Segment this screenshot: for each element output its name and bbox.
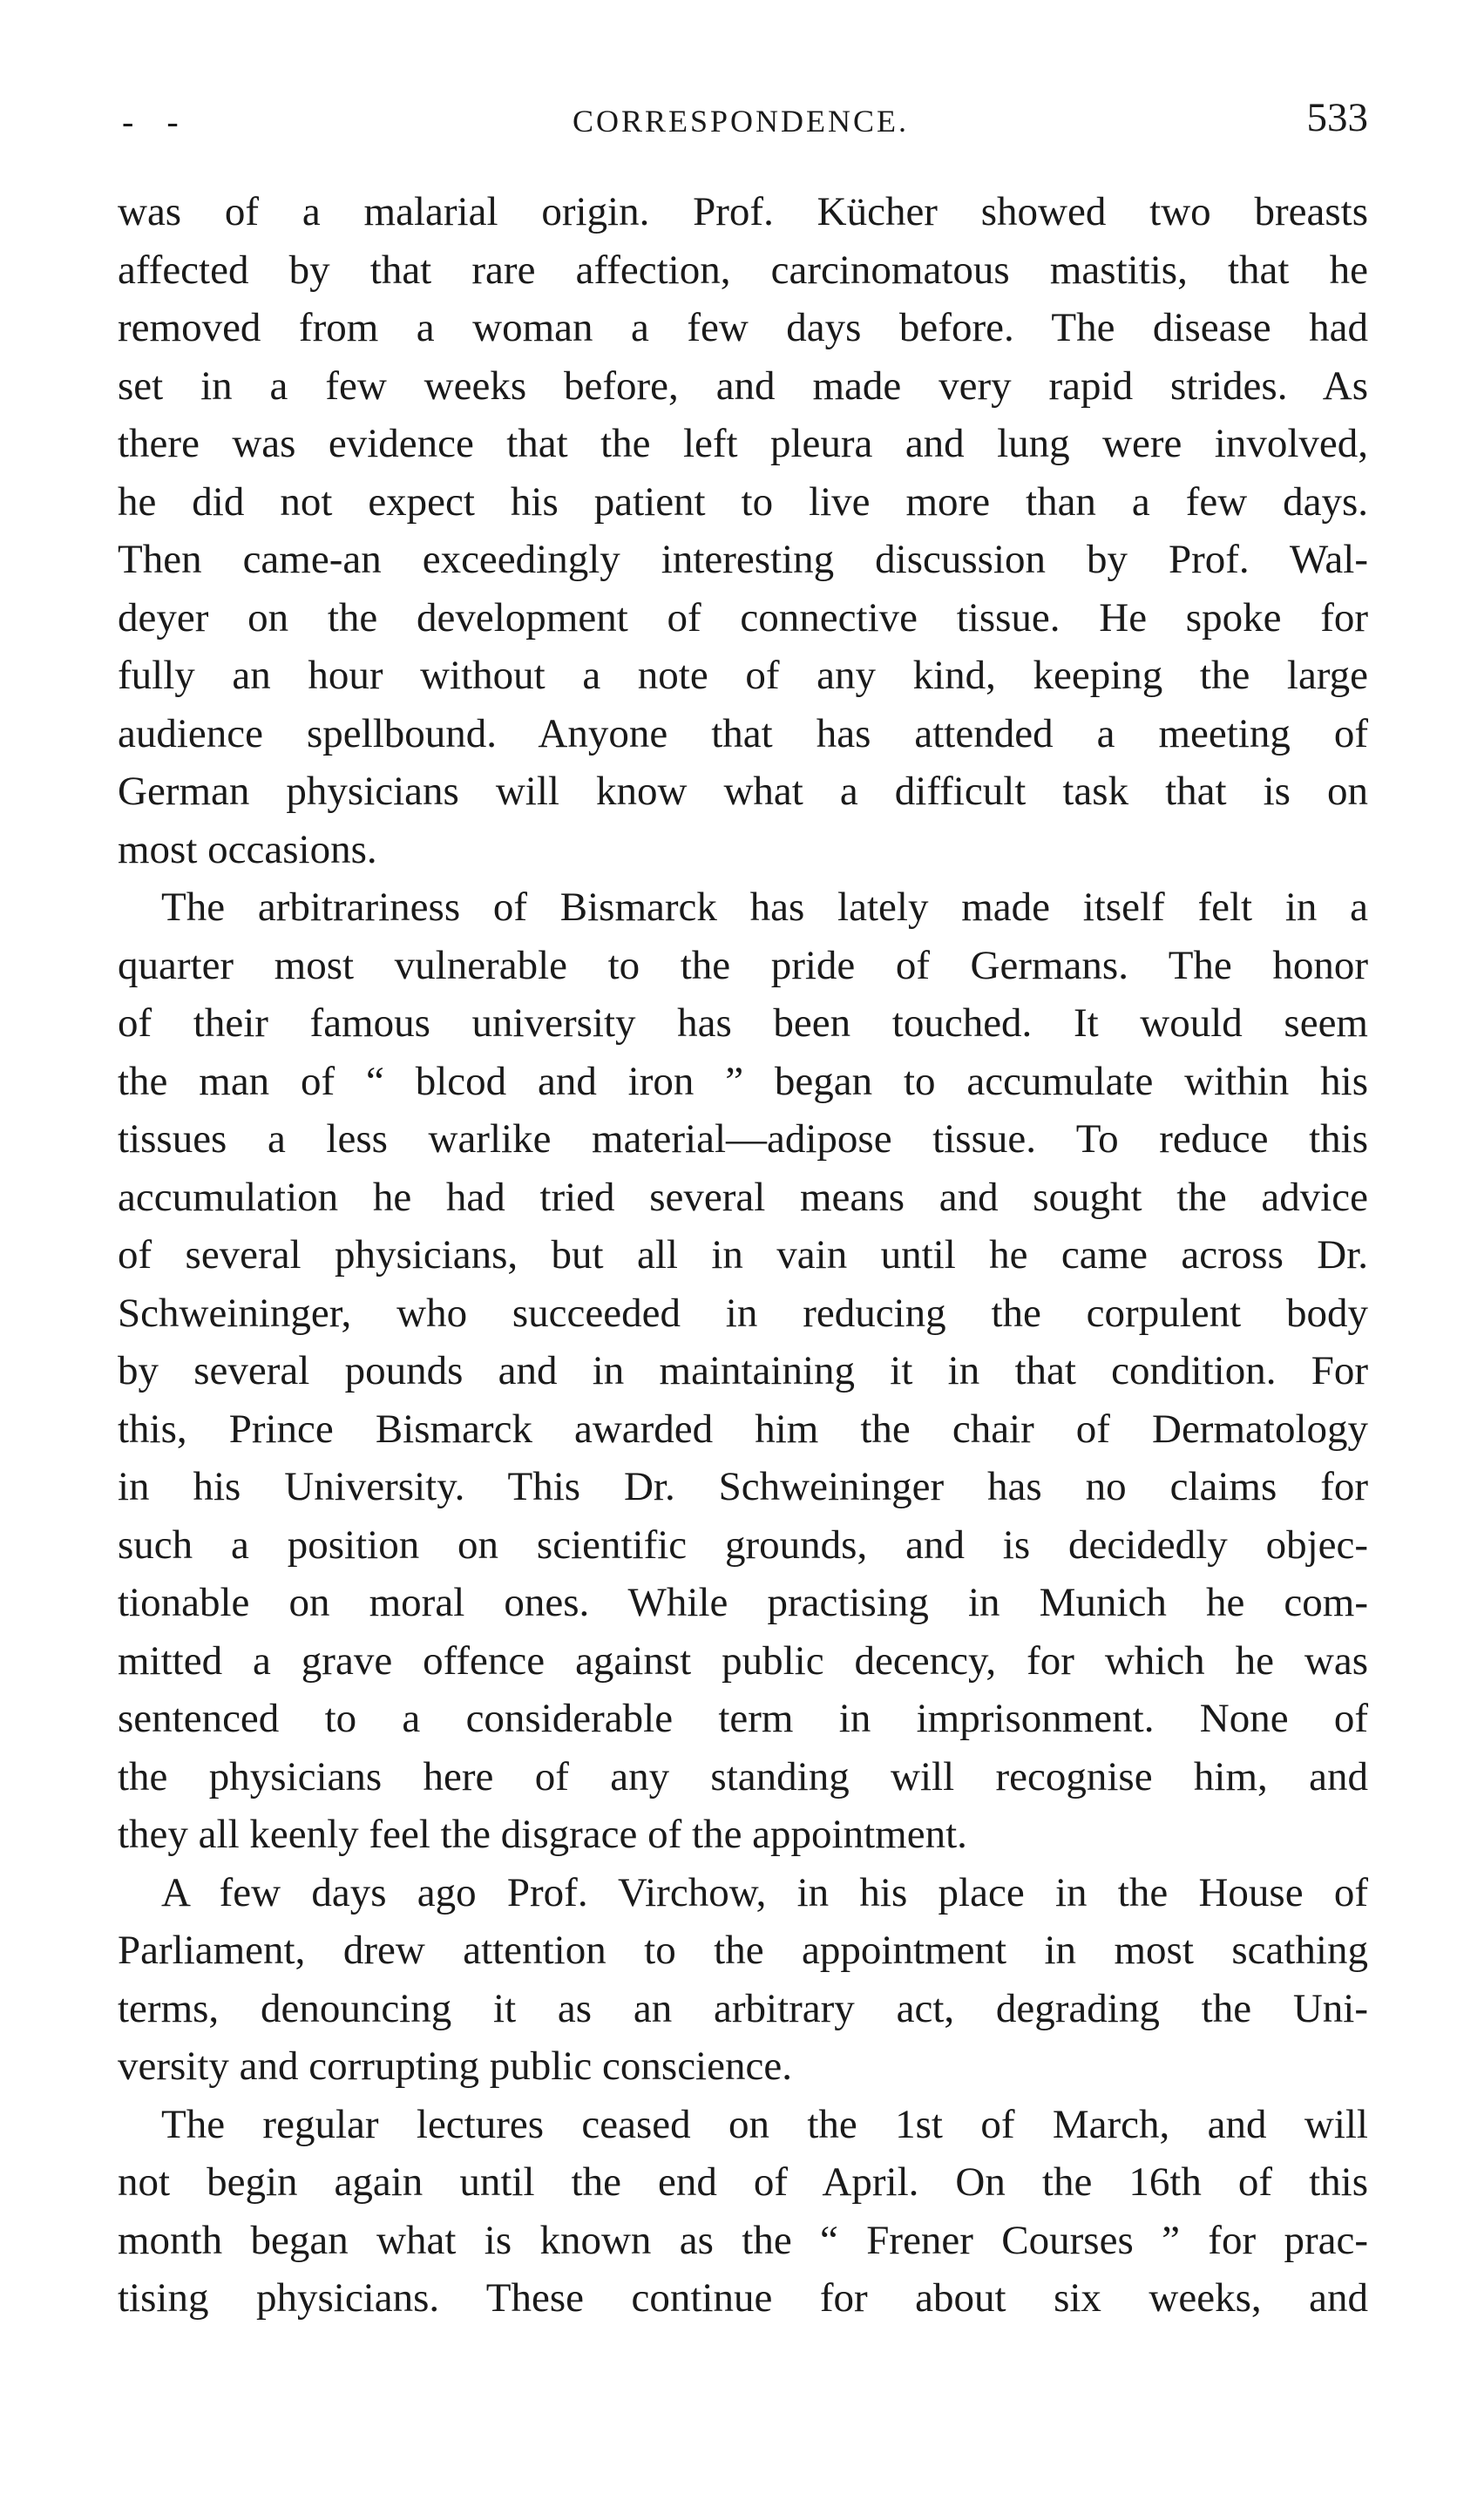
text-line: removed from a woman a few days before. The disease had xyxy=(118,305,1368,350)
text-line: tissues a less warlike material—adipose tissue. To reduce this xyxy=(118,1116,1368,1162)
text-line: was of a malarial origin. Prof. Kücher showed two breasts xyxy=(118,189,1368,234)
text-line: there was evidence that the left pleura and lung were involved, xyxy=(118,421,1368,466)
text-line: set in a few weeks before, and made very rapid strides. As xyxy=(118,363,1368,409)
text-line: The arbitrariness of Bismarck has lately made itself felt in a xyxy=(161,884,1368,930)
text-line: they all keenly feel the disgrace of the appointment. xyxy=(118,1812,967,1857)
text-line: German physicians will know what a difficult task that is on xyxy=(118,769,1368,814)
text-line: affected by that rare affection, carcinomatous mastitis, that he xyxy=(118,247,1368,293)
text-line: not begin again until the end of April. On the 16th of this xyxy=(118,2159,1368,2205)
text-line: month began what is known as the “ Frener Courses ” for prac- xyxy=(118,2217,1368,2263)
text-line: audience spellbound. Anyone that has attended a meeting of xyxy=(118,710,1368,756)
text-line: by several pounds and in maintaining it in that condition. For xyxy=(118,1348,1368,1393)
paragraph xyxy=(118,183,1368,878)
stray-marks: - - xyxy=(122,102,191,141)
text-line: most occasions. xyxy=(118,826,377,872)
text-line: the physicians here of any standing will recognise him, and xyxy=(118,1753,1368,1800)
text-line: he did not expect his patient to live more than a few days. xyxy=(118,478,1368,525)
text-line: of several physicians, but all in vain until he came across Dr. xyxy=(118,1232,1368,1278)
text-line: sentenced to a considerable term in imprisonment. None of xyxy=(118,1696,1368,1741)
paragraph xyxy=(118,878,1368,1864)
text-line: such a position on scientific grounds, and is decidedly objec- xyxy=(118,1522,1368,1568)
text-line: Then came-an exceedingly interesting discussion by Prof. Wal- xyxy=(118,537,1368,582)
running-head-title: CORRESPONDENCE. xyxy=(572,104,910,139)
text-line: the man of “ blcod and iron ” began to accumulate within his xyxy=(118,1058,1368,1104)
running-head xyxy=(113,94,1368,146)
text-line: versity and corrupting public conscience. xyxy=(118,2044,792,2089)
text-line: in his University. This Dr. Schweininger has no claims for xyxy=(118,1464,1368,1509)
text-line: tising physicians. These continue for about six weeks, and xyxy=(118,2275,1368,2321)
paragraph xyxy=(118,2096,1368,2328)
text-line: fully an hour without a note of any kind, keeping the large xyxy=(118,653,1368,698)
text-line: The regular lectures ceased on the 1st of March, and will xyxy=(161,2101,1368,2147)
body-text xyxy=(118,183,1368,2328)
text-line: Schweininger, who succeeded in reducing the corpulent body xyxy=(118,1290,1368,1336)
text-line: quarter most vulnerable to the pride of Germans. The honor xyxy=(118,942,1368,988)
text-line: this, Prince Bismarck awarded him the chair of Dermatology xyxy=(118,1406,1368,1452)
text-line: mitted a grave offence against public decency, for which he was xyxy=(118,1637,1368,1684)
text-line: of their famous university has been touched. It would seem xyxy=(118,1000,1368,1046)
text-line: terms, denouncing it as an arbitrary act, degrading the Uni- xyxy=(118,1985,1368,2031)
text-line: A few days ago Prof. Virchow, in his place in the House of xyxy=(161,1869,1368,1915)
text-line: tionable on moral ones. While practising in Munich he com- xyxy=(118,1580,1368,1625)
text-line: deyer on the development of connective tissue. He spoke for xyxy=(118,594,1368,640)
text-line: Parliament, drew attention to the appointment in most scathing xyxy=(118,1928,1368,1973)
page-number: 533 xyxy=(1306,95,1368,140)
text-line: accumulation he had tried several means and sought the advice xyxy=(118,1174,1368,1220)
paragraph xyxy=(118,1864,1368,2096)
